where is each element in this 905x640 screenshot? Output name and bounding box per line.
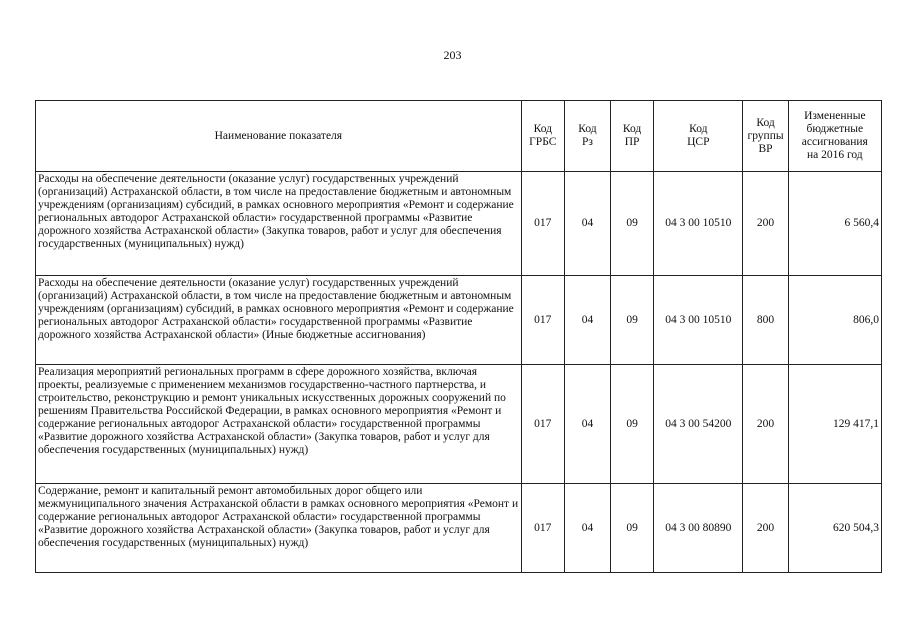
- row-rz: 04: [564, 484, 610, 573]
- header-pr: Код ПР: [611, 101, 654, 172]
- table-row: [36, 365, 882, 484]
- table-row: [36, 484, 882, 573]
- row-name: Расходы на обеспечение деятельности (оказание услуг) государственных учреждений (организаций) Астраханской области, в том числе на предоставление бюджетным и автономным учреждениям (организациям) субсидий, в рамках основного мероприятия «Ремонт и содержание региональных автодорог Астраханской области» государственной программы «Развитие дорожного хозяйства Астраханской области» (Иные бюджетные ассигнования): [36, 276, 522, 365]
- row-amount: 6 560,4: [788, 172, 881, 276]
- row-pr: 09: [611, 276, 654, 365]
- row-vr: 200: [743, 365, 788, 484]
- row-csr: 04 3 00 10510: [654, 276, 743, 365]
- row-amount: 806,0: [788, 276, 881, 365]
- row-grbs: 017: [521, 276, 564, 365]
- row-csr: 04 3 00 10510: [654, 172, 743, 276]
- row-pr: 09: [611, 484, 654, 573]
- row-vr: 200: [743, 484, 788, 573]
- row-grbs: 017: [521, 172, 564, 276]
- row-amount: 129 417,1: [788, 365, 881, 484]
- row-grbs: 017: [521, 484, 564, 573]
- row-rz: 04: [564, 276, 610, 365]
- page-number: 203: [443, 48, 462, 62]
- header-csr: Код ЦСР: [654, 101, 743, 172]
- table-row: [36, 172, 882, 276]
- header-rz: Код Рз: [564, 101, 610, 172]
- row-grbs: 017: [521, 365, 564, 484]
- header-grbs: Код ГРБС: [521, 101, 564, 172]
- row-pr: 09: [611, 365, 654, 484]
- row-csr: 04 3 00 54200: [654, 365, 743, 484]
- header-amount: Измененные бюджетные ассигнования на 2016 год: [788, 101, 881, 172]
- row-name: Расходы на обеспечение деятельности (оказание услуг) государственных учреждений (организаций) Астраханской области, в том числе на предоставление бюджетным и автономным учреждениям (организациям) субсидий, в рамках основного мероприятия «Ремонт и содержание региональных автодорог Астраханской области» государственной программы «Развитие дорожного хозяйства Астраханской области» (Закупка товаров, работ и услуг для обеспечения государственных (муниципальных) нужд): [36, 172, 522, 276]
- table-header-row: [36, 101, 882, 172]
- row-rz: 04: [564, 365, 610, 484]
- row-csr: 04 3 00 80890: [654, 484, 743, 573]
- row-vr: 200: [743, 172, 788, 276]
- header-vr: Код группы ВР: [743, 101, 788, 172]
- budget-table: [35, 100, 882, 573]
- table-row: [36, 276, 882, 365]
- row-pr: 09: [611, 172, 654, 276]
- row-vr: 800: [743, 276, 788, 365]
- header-name: Наименование показателя: [36, 101, 522, 172]
- row-name: Реализация мероприятий региональных программ в сфере дорожного хозяйства, включая проекты, реализуемые с применением механизмов государственно-частного партнерства, и строительство, реконструкцию и ремонт уникальных искусственных дорожных сооружений по решениям Правительства Российской Федерации, в рамках основного мероприятия «Ремонт и содержание региональных автодорог Астраханской области» государственной программы «Развитие дорожного хозяйства Астраханской области» (Закупка товаров, работ и услуг для обеспечения государственных (муниципальных) нужд): [36, 365, 522, 484]
- row-name: Содержание, ремонт и капитальный ремонт автомобильных дорог общего или межмуниципального значения Астраханской области в рамках основного мероприятия «Ремонт и содержание региональных автодорог Астраханской области» государственной программы «Развитие дорожного хозяйства Астраханской области» (Закупка товаров, работ и услуг для обеспечения государственных (муниципальных) нужд): [36, 484, 522, 573]
- row-rz: 04: [564, 172, 610, 276]
- row-amount: 620 504,3: [788, 484, 881, 573]
